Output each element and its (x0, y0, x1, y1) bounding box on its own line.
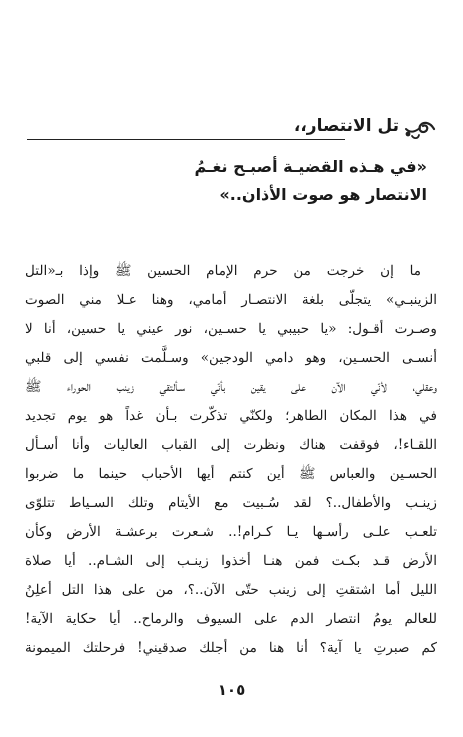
body-line: ما إن خرجت من حرم الإمام الحسين ﷺ وإذا بـ«التل (25, 263, 421, 279)
epigraph-quote (47, 153, 427, 209)
section-header (27, 112, 437, 146)
body-line: كم صبرتِ يا آية؟ أنا هنا من أجلك صدقيني! فرحلتك الميمونة (25, 640, 437, 656)
body-line: وعقلي، لأنّي الآن على يقين بأنّي سـألتقي زينب الحوراء ﷺ (25, 379, 437, 395)
body-line: الأرض قـد بكـت فمن هنـا أخذوا زينـب إلى الشـام.. أيا صلاة (25, 553, 437, 569)
body-line: اللقـاء!، فوقفت هناك ونظرت إلى القباب العاليات وأنا أسـأل (25, 437, 437, 453)
body-line: الليل أما اشتقتِ إلى زينب حتّى الآن..؟، من على هذا التل أعلِنُ (25, 582, 437, 598)
body-line: الحسـين والعباس ﷺ أين كنتم أيها الأحباب حينما ما ضربوا (25, 466, 437, 482)
body-line: زينـب والأطفال..؟ لقد سُـبيت مع الأيتام وتلك السـياط تتلوّى (25, 495, 437, 511)
quote-line-2: الانتصار هو صوت الأذان..» (219, 185, 427, 204)
body-line: في هذا المكان الطاهر؛ ولكنّي تذكّرت بـأن غداً هو يوم تجديد (25, 408, 437, 424)
body-line: للعالم يومُ انتصار الدم على السيوف والرماح.. أيا حكاية الآية! (25, 611, 437, 627)
title-underline-rule (27, 139, 345, 140)
body-line: تلعـب علـى رأسـها يـا كـرام!.. شـعرت برعشـة الأرض وكأن (25, 524, 437, 540)
flourish-ornament-icon (403, 116, 437, 142)
body-paragraph (25, 257, 437, 663)
body-line: الزينبـي» يتجلّى بلغة الانتصـار أمامي، وهنا عـلا مني الصوت (25, 292, 437, 308)
page-number: ١٠٥ (217, 681, 246, 699)
body-line: أنسـى الحسـين، وهو دامي الودجين» وسـلَّمت نفسي إلى قلبي (25, 350, 437, 366)
section-title: تل الانتصار،، (293, 116, 399, 136)
body-line: وصـرت أقـول: «يا حبيبي يا حسـين، نور عيني يا حسين، أنا لا (25, 321, 437, 337)
quote-line-1: «في هـذه القضيـة أصبـح نغـمُ (194, 157, 427, 176)
